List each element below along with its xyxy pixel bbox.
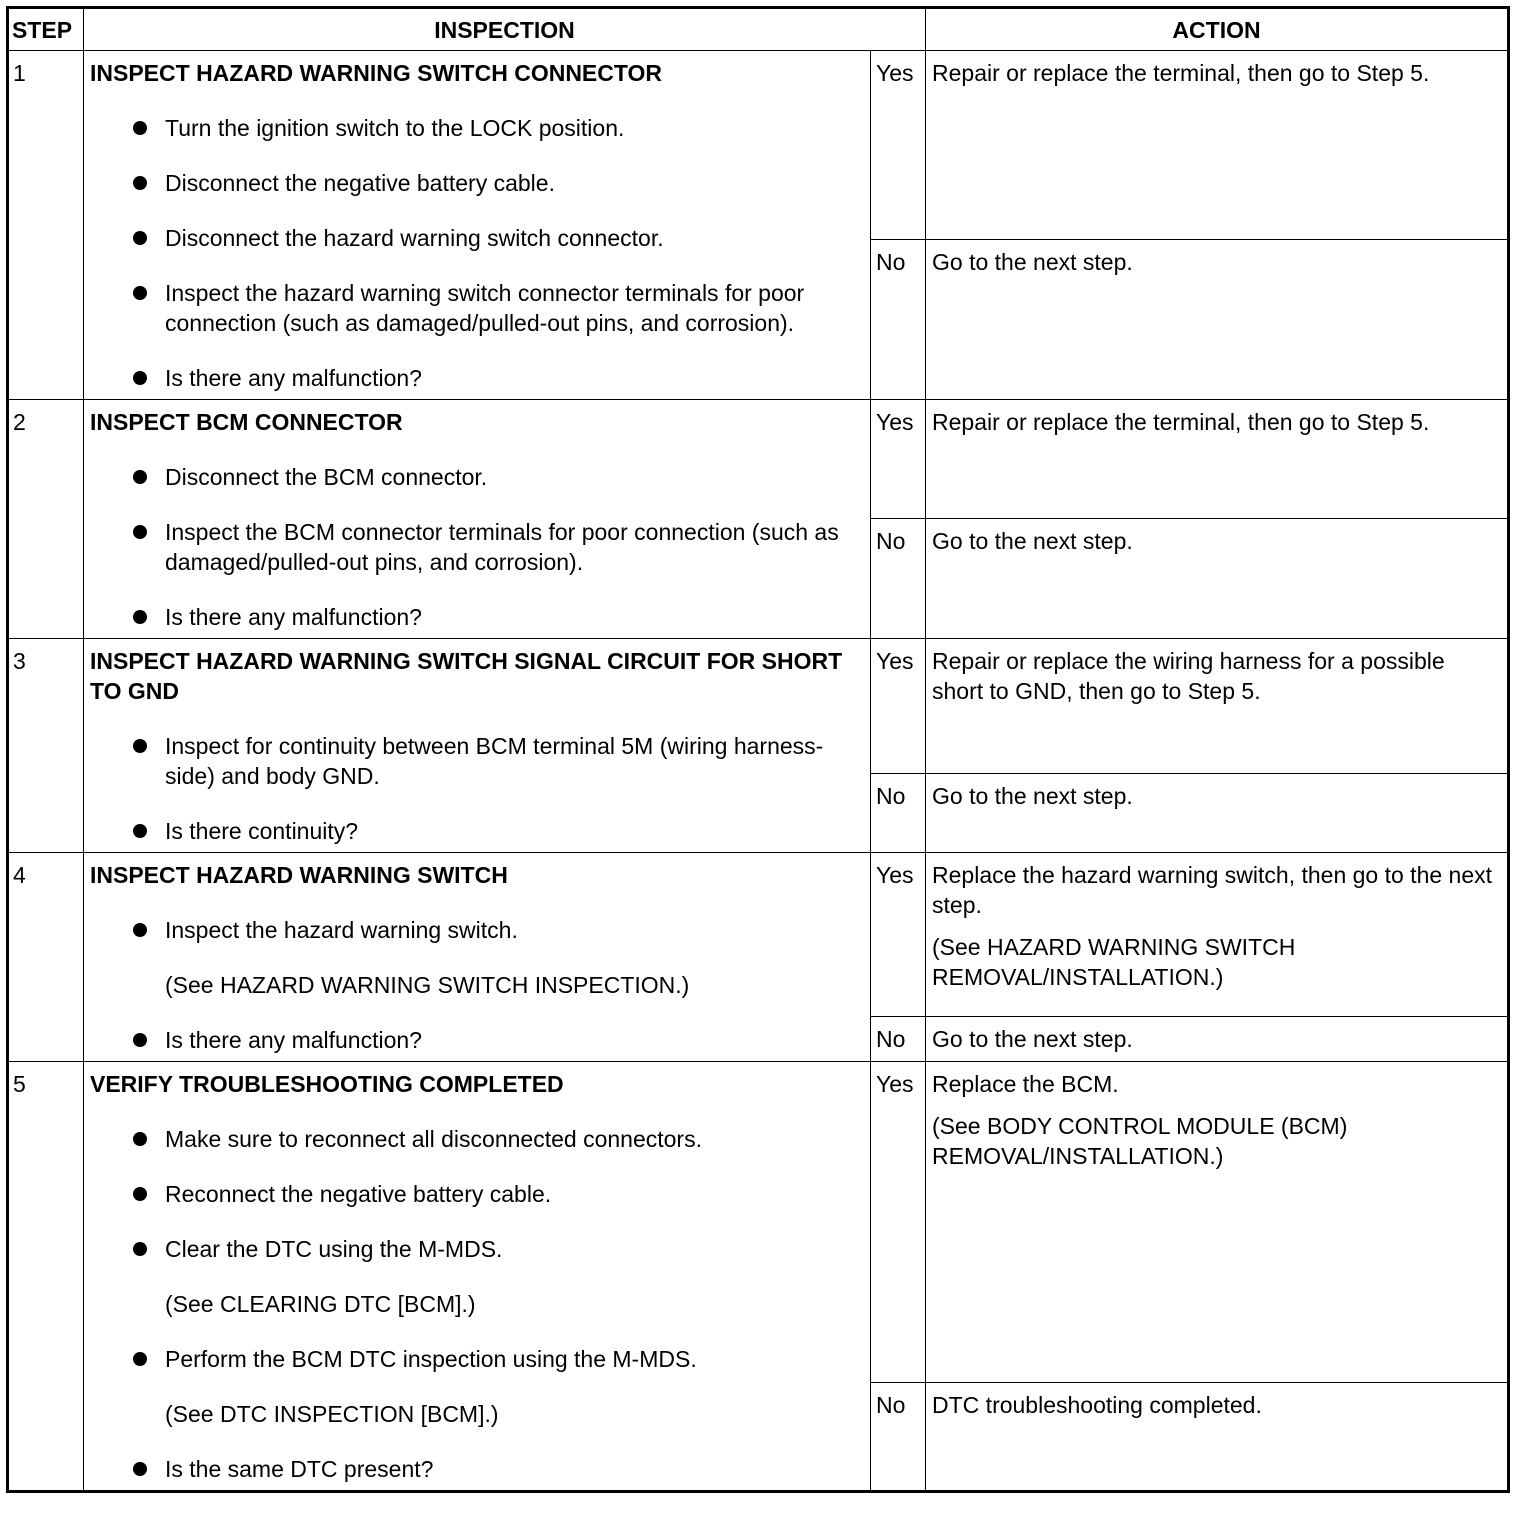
bullet-item: Disconnect the negative battery cable. <box>90 168 858 198</box>
bullet-icon <box>133 739 147 753</box>
no-label: No <box>871 1017 926 1062</box>
no-action: DTC troubleshooting completed. <box>926 1383 1509 1492</box>
step-header: STEP <box>8 8 84 51</box>
bullet-icon <box>133 371 147 385</box>
bullet-icon <box>133 1462 147 1476</box>
bullet-icon <box>133 525 147 539</box>
yes-action: Replace the hazard warning switch, then go to the next step. (See HAZARD WARNING SWITCH REMOVAL/INSTALLATION.) <box>926 853 1509 1017</box>
step-number: 2 <box>8 400 84 639</box>
inspection-header: INSPECTION <box>84 8 926 51</box>
bullet-item: Is there any malfunction? <box>90 1025 858 1055</box>
step-number: 4 <box>8 853 84 1062</box>
step-number: 5 <box>8 1062 84 1492</box>
step-title: VERIFY TROUBLESHOOTING COMPLETED <box>90 1071 564 1097</box>
inspection-cell <box>84 400 871 639</box>
step-number: 1 <box>8 51 84 400</box>
bullet-item: Turn the ignition switch to the LOCK position. <box>90 113 858 143</box>
bullet-item: Clear the DTC using the M-MDS. <box>90 1234 858 1264</box>
no-label: No <box>871 774 926 853</box>
yes-label: Yes <box>871 1062 926 1383</box>
bullet-item: Reconnect the negative battery cable. <box>90 1179 858 1209</box>
bullet-icon <box>133 470 147 484</box>
bullet-item: Is there any malfunction? <box>90 363 858 393</box>
bullet-item: Is the same DTC present? <box>90 1454 858 1484</box>
yes-action: Repair or replace the terminal, then go to Step 5. <box>926 51 1509 240</box>
no-action: Go to the next step. <box>926 240 1509 400</box>
step-title: INSPECT HAZARD WARNING SWITCH <box>90 862 508 888</box>
no-action: Go to the next step. <box>926 1017 1509 1062</box>
yes-label: Yes <box>871 51 926 240</box>
bullet-icon <box>133 923 147 937</box>
step-row <box>8 853 1509 1017</box>
inspection-cell <box>84 853 871 1062</box>
inspection-cell <box>84 51 871 400</box>
step-row <box>8 400 1509 519</box>
troubleshooting-table <box>6 6 1510 1493</box>
bullet-item: Disconnect the BCM connector. <box>90 462 858 492</box>
bullet-item: Is there any malfunction? <box>90 602 858 632</box>
bullet-item: Make sure to reconnect all disconnected connectors. <box>90 1124 858 1154</box>
bullet-icon <box>133 824 147 838</box>
inspection-cell <box>84 639 871 853</box>
bullet-icon <box>133 1132 147 1146</box>
step-title: INSPECT HAZARD WARNING SWITCH SIGNAL CIRCUIT FOR SHORT TO GND <box>90 648 843 704</box>
yes-label: Yes <box>871 400 926 519</box>
yes-label: Yes <box>871 639 926 774</box>
bullet-item: Inspect the hazard warning switch. <box>90 915 858 945</box>
bullet-icon <box>133 121 147 135</box>
inspection-cell <box>84 1062 871 1492</box>
step-row <box>8 1062 1509 1383</box>
header-row <box>8 8 1509 51</box>
bullet-icon <box>133 610 147 624</box>
no-label: No <box>871 1383 926 1492</box>
bullet-icon <box>133 1352 147 1366</box>
bullet-item: Is there continuity? <box>90 816 858 846</box>
bullet-icon <box>133 176 147 190</box>
bullet-item: Inspect for continuity between BCM terminal 5M (wiring harness-side) and body GND. <box>90 731 858 791</box>
bullet-item: Inspect the hazard warning switch connector terminals for poor connection (such as damaged/pulled-out pins, and corrosion). <box>90 278 858 338</box>
step-title: INSPECT HAZARD WARNING SWITCH CONNECTOR <box>90 60 663 86</box>
reference-note: (See CLEARING DTC [BCM].) <box>165 1291 476 1317</box>
step-number: 3 <box>8 639 84 853</box>
yes-action: Replace the BCM. (See BODY CONTROL MODULE (BCM) REMOVAL/INSTALLATION.) <box>926 1062 1509 1383</box>
bullet-item: Inspect the BCM connector terminals for poor connection (such as damaged/pulled-out pins, and corrosion). <box>90 517 858 577</box>
step-title: INSPECT BCM CONNECTOR <box>90 409 403 435</box>
no-action: Go to the next step. <box>926 519 1509 639</box>
yes-action: Repair or replace the terminal, then go to Step 5. <box>926 400 1509 519</box>
bullet-item: Disconnect the hazard warning switch connector. <box>90 223 858 253</box>
reference-note: (See DTC INSPECTION [BCM].) <box>165 1401 499 1427</box>
yes-action: Repair or replace the wiring harness for a possible short to GND, then go to Step 5. <box>926 639 1509 774</box>
action-header: ACTION <box>926 8 1509 51</box>
step-row <box>8 639 1509 774</box>
bullet-icon <box>133 1033 147 1047</box>
bullet-item: Perform the BCM DTC inspection using the M-MDS. <box>90 1344 858 1374</box>
no-label: No <box>871 240 926 400</box>
no-action: Go to the next step. <box>926 774 1509 853</box>
step-row <box>8 51 1509 240</box>
bullet-icon <box>133 231 147 245</box>
yes-label: Yes <box>871 853 926 1017</box>
bullet-icon <box>133 286 147 300</box>
reference-note: (See HAZARD WARNING SWITCH INSPECTION.) <box>165 972 690 998</box>
bullet-icon <box>133 1187 147 1201</box>
bullet-icon <box>133 1242 147 1256</box>
no-label: No <box>871 519 926 639</box>
